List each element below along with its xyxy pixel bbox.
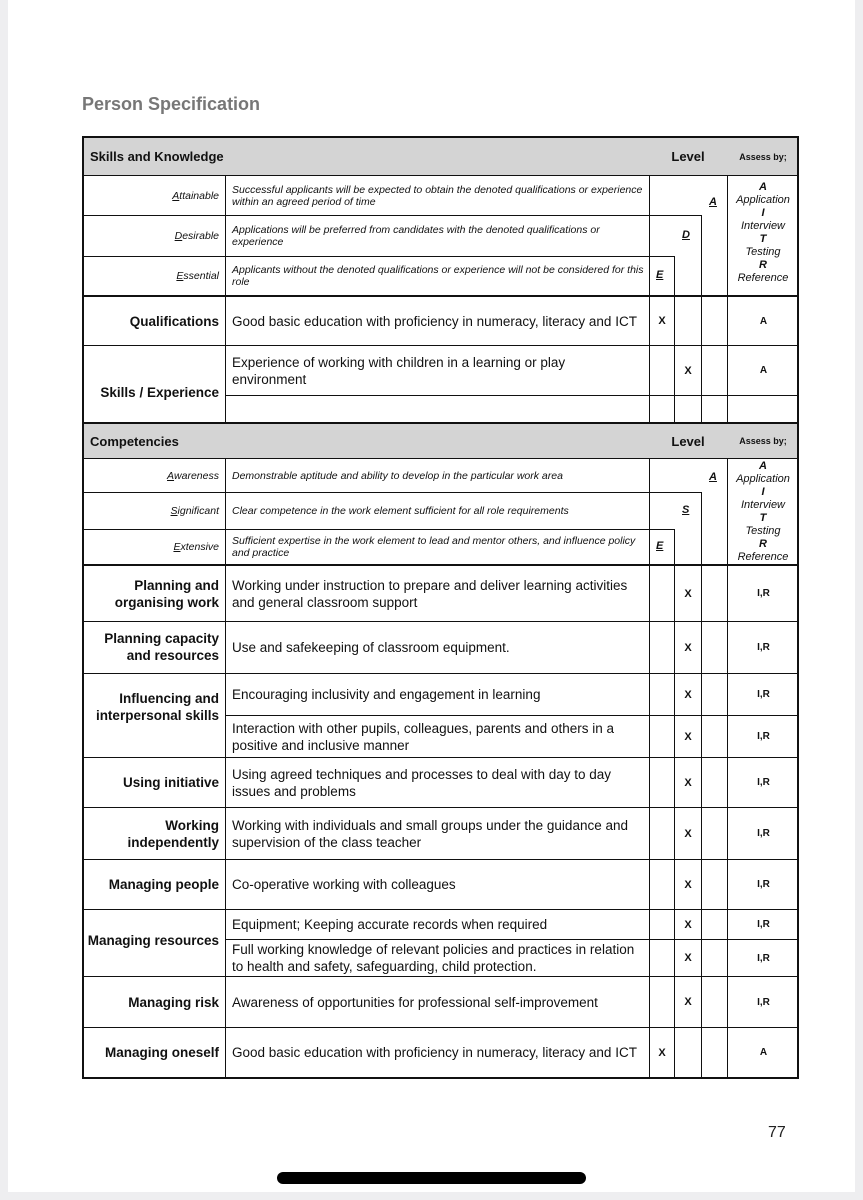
comp-mark-9: X [684,996,692,1008]
label-using-initiative: Using initiative [122,775,219,790]
key-attainable-label: A ttainable [172,189,219,202]
skills-header-title: Skills and Knowledge [90,149,224,164]
key-significant-desc: Clear competence in the work element sufficient for all role requirements [232,505,569,517]
label-managing-resources: Managing resources [87,932,219,948]
row-mark-skills-experience: X [684,364,692,377]
comp-desc-9: Awareness of opportunities for professional self-improvement [232,994,598,1010]
comp-desc-2: Encouraging inclusivity and engagement in learning [232,687,541,702]
comp-mark-3: X [684,730,692,743]
page-title: Person Specification [82,94,261,114]
label-influencing: Influencing and interpersonal skills [95,691,219,723]
skills-header-band [84,138,797,176]
key-awareness-desc: Demonstrable aptitude and ability to develop in the particular work area [232,469,563,482]
key-extensive-code: E [656,540,664,552]
comp-mark-1: X [684,641,692,654]
skills-level-header: Level [671,149,705,164]
row-assess-qualifications: A [759,315,768,327]
row-label-qualifications: Qualifications [129,313,219,329]
comp-desc-0: Working under instruction to prepare and deliver learning activities and general classroom support [232,577,628,610]
key-attainable-desc: Successful applicants will be expected to obtain the denoted qualifications or experience within an agreed period of time [232,183,643,208]
comp-assess-6: I,R [757,879,770,890]
key-extensive-desc: Sufficient expertise in the work element to lead and mentor others, and influence policy and practice [232,535,636,559]
comp-assess-10: A [759,1047,768,1058]
page-number: 77 [768,1124,786,1141]
assess-legend: A Application I Interview T Testing R Reference [736,181,790,284]
comp-assess-8: I,R [757,952,770,964]
comp-mark-10: X [658,1046,666,1059]
label-planning-capacity: Planning capacity and resources [104,631,219,663]
skills-knowledge-table [82,136,799,424]
key-desirable-code: D [682,229,690,241]
key-awareness-label: A wareness [167,469,219,482]
key-essential-label: E ssential [176,270,219,282]
comp-mark-0: X [684,587,692,600]
row-desc-qualifications: Good basic education with proficiency in numeracy, literacy and ICT [232,313,637,329]
label-planning-organising: Planning and organising work [114,577,219,610]
competencies-header-title: Competencies [90,433,179,449]
comp-assess-3: I,R [757,731,770,742]
comp-desc-10: Good basic education with proficiency in numeracy, literacy and ICT [232,1045,637,1060]
comp-desc-5: Working with individuals and small groups under the guidance and supervision of the class teacher [232,817,628,850]
competencies-level-header: Level [671,433,705,449]
competencies-header-band [84,424,797,459]
comp-assess-0: I,R [757,588,770,599]
key-essential-code: E [656,269,664,281]
comp-mark-6: X [684,878,692,891]
comp-mark-4: X [684,776,692,789]
label-working-independently: Working independently [127,817,219,850]
comp-assess-2: I,R [757,689,770,700]
comp-assess-4: I,R [757,777,770,788]
label-managing-risk: Managing risk [128,994,219,1010]
assess-legend-competencies: A Application I Interview T Testing R Reference [736,460,790,563]
comp-desc-1: Use and safekeeping of classroom equipment. [232,640,510,655]
key-desirable-label: D esirable [174,230,219,242]
comp-assess-5: I,R [757,828,770,839]
row-assess-skills-experience: A [759,365,768,376]
comp-desc-7: Equipment; Keeping accurate records when required [232,917,548,932]
comp-assess-7: I,R [757,919,770,930]
key-desirable-desc: Applications will be preferred from candidates with the denoted qualifications or experience [232,224,600,248]
comp-desc-4: Using agreed techniques and processes to deal with day to day issues and problems [232,766,611,799]
key-awareness-code: A [709,471,717,483]
key-essential-desc: Applicants without the denoted qualifications or experience will not be considered for this role [232,264,644,288]
row-label-skills-experience: Skills / Experience [100,384,219,400]
comp-desc-3: Interaction with other pupils, colleagues, parents and others in a positive and inclusive manner [232,720,614,753]
key-significant-label: S ignificant [170,505,219,517]
comp-assess-1: I,R [757,642,770,653]
home-indicator-bar[interactable] [277,1172,586,1184]
key-extensive-label: E xtensive [173,541,219,553]
skills-assess-header: Assess by; [739,151,787,162]
comp-desc-6: Co-operative working with colleagues [232,877,456,892]
comp-mark-2: X [684,688,692,701]
key-attainable-code: A [709,196,717,208]
label-managing-oneself: Managing oneself [104,1045,219,1060]
key-significant-code: S [682,504,690,516]
competencies-assess-header: Assess by; [739,436,787,446]
comp-mark-5: X [684,827,692,840]
label-managing-people: Managing people [108,877,219,892]
competencies-table [82,422,799,1079]
row-mark-qualifications: X [658,315,666,327]
comp-mark-8: X [684,952,692,964]
row-desc-skills-experience: Experience of working with children in a learning or play environment [232,354,566,387]
comp-desc-8: Full working knowledge of relevant policies and practices in relation to health and safety, safeguarding, child protection. [232,942,635,974]
comp-mark-7: X [684,918,692,931]
comp-assess-9: I,R [757,996,770,1008]
